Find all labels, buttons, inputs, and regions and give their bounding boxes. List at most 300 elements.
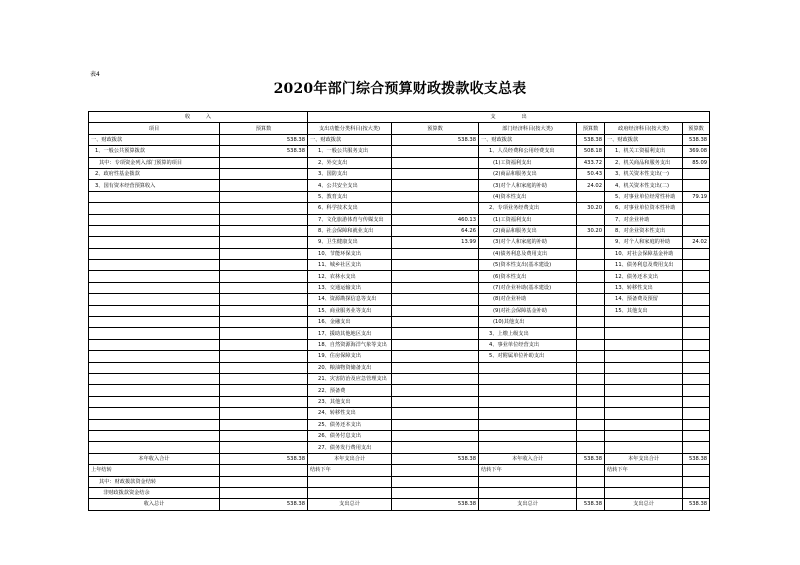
page-title: 2020年部门综合预算财政拨款收支总表 [273,81,527,97]
cell-e: 一、财政拨款 [479,134,577,145]
cell-a [89,260,220,271]
cell-d: 538.38 [392,499,479,510]
cell-c: 1、一般公共服务支出 [308,146,392,157]
cell-h [683,362,710,373]
table-row [89,237,710,248]
cell-b: 538.38 [220,134,308,145]
cell-a: 非财政拨款资金结余 [89,487,220,498]
cell-c [308,487,392,498]
cell-d [392,271,479,282]
cell-g: 15、其他支出 [605,305,683,316]
cell-h: 24.02 [683,237,710,248]
cell-c: 25、债务还本支出 [308,419,392,430]
table-row [89,328,710,339]
cell-g: 一、财政拨款 [605,134,683,145]
cell-e: (9)对社会保障基金补助 [479,305,577,316]
cell-f: 508.18 [577,146,605,157]
cell-f [577,339,605,350]
cell-b [220,294,308,305]
cell-d [392,339,479,350]
cell-g [605,328,683,339]
cell-c: 10、节能环保支出 [308,248,392,259]
header-row-group [89,112,710,123]
cell-e: (1)工资福利支出 [479,214,577,225]
cell-h [683,214,710,225]
cell-e: 5、对附属单位补助支出 [479,351,577,362]
cell-a [89,282,220,293]
cell-d [392,465,479,476]
cell-f [577,271,605,282]
col-budget3-header: 预算数 [577,123,605,134]
cell-c: 一、财政拨款 [308,134,392,145]
cell-b: 538.38 [220,453,308,464]
cell-e [479,476,577,487]
cell-b [220,191,308,202]
cell-d [392,351,479,362]
cell-c: 9、卫生健康支出 [308,237,392,248]
table-row [89,305,710,316]
cell-g [605,396,683,407]
cell-f [577,442,605,453]
col-econ-header: 部门经济科目(按大类) [479,123,577,134]
cell-c: 23、其他支出 [308,396,392,407]
table-row [89,203,710,214]
cell-g: 结转下年 [605,465,683,476]
col-item-header: 项目 [89,123,220,134]
cell-c: 8、社会保障和就业支出 [308,225,392,236]
cell-a [89,305,220,316]
cell-c: 7、文化旅游体育与传媒支出 [308,214,392,225]
cell-d [392,191,479,202]
cell-a [89,271,220,282]
table-row [89,339,710,350]
cell-g [605,419,683,430]
cell-a [89,362,220,373]
cell-g: 12、债务还本支出 [605,271,683,282]
col-budget4-header: 预算数 [683,123,710,134]
cell-e: 支出总计 [479,499,577,510]
cell-f [577,351,605,362]
cell-g: 1、机关工资福利支出 [605,146,683,157]
table-row [89,260,710,271]
cell-h [683,419,710,430]
cell-c: 22、预备费 [308,385,392,396]
cell-d [392,157,479,168]
cell-h [683,430,710,441]
cell-g [605,339,683,350]
cell-a [89,339,220,350]
cell-g: 13、转移性支出 [605,282,683,293]
cell-e: 2、专项业务经费支出 [479,203,577,214]
cell-h [683,294,710,305]
cell-a [89,225,220,236]
budget-summary-table [88,111,710,511]
cell-e [479,408,577,419]
cell-e: 1、人员经费和公用经费支出 [479,146,577,157]
table-number-label: 表4 [90,71,100,78]
table-row [89,453,710,464]
cell-h: 85.09 [683,157,710,168]
cell-h [683,317,710,328]
cell-g [605,476,683,487]
cell-d [392,385,479,396]
cell-f: 30.20 [577,225,605,236]
cell-a [89,385,220,396]
cell-f [577,305,605,316]
cell-c: 5、教育支出 [308,191,392,202]
cell-f [577,373,605,384]
cell-d [392,328,479,339]
cell-d [392,373,479,384]
cell-b: 538.38 [220,146,308,157]
cell-a: 2、政府性基金拨款 [89,168,220,179]
cell-g: 14、预备费及预留 [605,294,683,305]
cell-d: 13.99 [392,237,479,248]
cell-d [392,476,479,487]
header-row-columns [89,123,710,134]
cell-e: (3)对个人和家庭的补助 [479,237,577,248]
cell-f [577,385,605,396]
cell-b [220,180,308,191]
cell-f: 538.38 [577,499,605,510]
cell-d [392,248,479,259]
cell-f [577,282,605,293]
cell-g: 支出总计 [605,499,683,510]
col-budget-header: 预算数 [220,123,308,134]
cell-c: 19、住房保障支出 [308,351,392,362]
cell-g: 3、机关资本性支出(一) [605,168,683,179]
cell-b [220,225,308,236]
table-row [89,214,710,225]
cell-h [683,225,710,236]
table-row [89,157,710,168]
col-budget2-header: 预算数 [392,123,479,134]
cell-a [89,351,220,362]
cell-b [220,317,308,328]
cell-f: 538.38 [577,134,605,145]
cell-b [220,373,308,384]
cell-e: (2)商品和服务支出 [479,168,577,179]
col-func-header: 支出功能分类科目(按大类) [308,123,392,134]
cell-h: 538.38 [683,134,710,145]
table-row [89,282,710,293]
cell-f [577,487,605,498]
cell-e: (4)资本性支出 [479,191,577,202]
cell-d [392,168,479,179]
cell-g: 本年支出合计 [605,453,683,464]
cell-a: 其中：财政拨款资金结转 [89,476,220,487]
cell-c: 18、自然资源海洋气象等支出 [308,339,392,350]
cell-a: 3、国有资本经营预算收入 [89,180,220,191]
cell-b [220,260,308,271]
cell-b [220,442,308,453]
cell-a: 其中：专项资金列入部门预算的项目 [89,157,220,168]
cell-f [577,476,605,487]
income-header: 收 入 [89,112,308,123]
cell-b [220,351,308,362]
cell-f: 50.43 [577,168,605,179]
cell-h [683,442,710,453]
table-row [89,476,710,487]
cell-h [683,260,710,271]
cell-g: 11、债务利息及费用支出 [605,260,683,271]
cell-g [605,408,683,419]
cell-d [392,180,479,191]
cell-h [683,271,710,282]
table-row [89,248,710,259]
cell-e [479,419,577,430]
cell-f [577,419,605,430]
cell-c: 20、粮油物资储备支出 [308,362,392,373]
cell-c: 6、科学技术支出 [308,203,392,214]
cell-a: 上年结转 [89,465,220,476]
cell-d [392,396,479,407]
cell-h [683,203,710,214]
cell-b [220,396,308,407]
cell-a [89,191,220,202]
cell-b [220,168,308,179]
cell-c: 17、援助其他地区支出 [308,328,392,339]
cell-b [220,248,308,259]
table-row [89,465,710,476]
cell-c: 12、农林水支出 [308,271,392,282]
table-row [89,351,710,362]
cell-b [220,385,308,396]
cell-h: 369.08 [683,146,710,157]
cell-a [89,317,220,328]
cell-c: 26、债务付息支出 [308,430,392,441]
cell-f [577,430,605,441]
table-row [89,408,710,419]
cell-g: 4、机关资本性支出(二) [605,180,683,191]
cell-h [683,396,710,407]
cell-g: 10、对社会保障基金补助 [605,248,683,259]
cell-d: 538.38 [392,134,479,145]
cell-g [605,351,683,362]
cell-g: 9、对个人和家庭的补助 [605,237,683,248]
cell-c: 4、公共安全支出 [308,180,392,191]
cell-b [220,282,308,293]
cell-a: 一、财政拨款 [89,134,220,145]
table-row [89,168,710,179]
cell-c: 27、债务发行费用支出 [308,442,392,453]
table-row [89,487,710,498]
cell-g [605,385,683,396]
cell-b [220,408,308,419]
cell-g: 7、对企业补助 [605,214,683,225]
cell-e [479,362,577,373]
cell-b [220,339,308,350]
cell-d [392,282,479,293]
cell-e: 4、事业单位经营支出 [479,339,577,350]
cell-a: 本年收入合计 [89,453,220,464]
cell-h: 538.38 [683,499,710,510]
table-row [89,419,710,430]
cell-b [220,328,308,339]
cell-g [605,317,683,328]
cell-a [89,328,220,339]
cell-d [392,294,479,305]
cell-c: 本年支出合计 [308,453,392,464]
cell-b [220,419,308,430]
cell-d: 538.38 [392,453,479,464]
cell-a [89,396,220,407]
cell-e [479,385,577,396]
cell-e: (8)对企业补助 [479,294,577,305]
cell-h [683,465,710,476]
cell-d [392,487,479,498]
cell-h [683,180,710,191]
cell-d: 460.13 [392,214,479,225]
table-row [89,317,710,328]
table-row [89,362,710,373]
cell-e: 3、上缴上级支出 [479,328,577,339]
cell-h [683,373,710,384]
cell-c: 11、城乡社区支出 [308,260,392,271]
cell-g: 8、对企业资本性支出 [605,225,683,236]
cell-c: 3、国防支出 [308,168,392,179]
cell-d [392,317,479,328]
cell-b: 538.38 [220,499,308,510]
cell-d [392,146,479,157]
expense-header: 支 出 [308,112,710,123]
cell-h: 79.19 [683,191,710,202]
cell-e [479,442,577,453]
cell-d [392,430,479,441]
cell-b [220,487,308,498]
table-row [89,396,710,407]
cell-e: (7)对企业补助(基本建设) [479,282,577,293]
cell-a [89,237,220,248]
cell-h [683,476,710,487]
table-row [89,442,710,453]
cell-c: 13、交通运输支出 [308,282,392,293]
cell-h [683,339,710,350]
cell-f [577,328,605,339]
cell-e: (5)资本性支出(基本建设) [479,260,577,271]
cell-h [683,408,710,419]
cell-a [89,408,220,419]
cell-g [605,362,683,373]
cell-g [605,487,683,498]
table-row [89,191,710,202]
cell-e: 结转下年 [479,465,577,476]
cell-f: 538.38 [577,453,605,464]
cell-d [392,305,479,316]
cell-h [683,282,710,293]
cell-e: (3)对个人和家庭的补助 [479,180,577,191]
cell-f [577,465,605,476]
cell-c: 14、资源勘探信息等支出 [308,294,392,305]
cell-c: 结转下年 [308,465,392,476]
cell-b [220,305,308,316]
cell-a [89,294,220,305]
cell-f [577,248,605,259]
cell-d [392,419,479,430]
cell-g: 6、对事业单位资本性补助 [605,203,683,214]
cell-f [577,317,605,328]
cell-e: (2)商品和服务支出 [479,225,577,236]
cell-f [577,237,605,248]
cell-h [683,248,710,259]
cell-d [392,203,479,214]
cell-b [220,214,308,225]
table-row [89,294,710,305]
table-row [89,134,710,145]
cell-a [89,373,220,384]
cell-b [220,157,308,168]
cell-e [479,487,577,498]
cell-a [89,203,220,214]
cell-a: 1、一般公共预算拨款 [89,146,220,157]
cell-g: 2、机关商品和服务支出 [605,157,683,168]
cell-f: 30.20 [577,203,605,214]
table-row [89,385,710,396]
cell-g: 5、对事业单位经常性补助 [605,191,683,202]
cell-a [89,419,220,430]
cell-h: 538.38 [683,453,710,464]
cell-b [220,203,308,214]
cell-c: 16、金融支出 [308,317,392,328]
cell-d [392,260,479,271]
col-gov-header: 政府经济科目(按大类) [605,123,683,134]
cell-h [683,328,710,339]
cell-e [479,430,577,441]
cell-a [89,442,220,453]
cell-e: (6)资本性支出 [479,271,577,282]
cell-f [577,214,605,225]
cell-g [605,442,683,453]
cell-e: (10)其他支出 [479,317,577,328]
cell-a: 收入总计 [89,499,220,510]
cell-f [577,260,605,271]
cell-a [89,214,220,225]
cell-h [683,487,710,498]
cell-f [577,294,605,305]
cell-c [308,476,392,487]
cell-h [683,385,710,396]
cell-e: 本年收入合计 [479,453,577,464]
cell-f: 24.02 [577,180,605,191]
table-row [89,373,710,384]
cell-b [220,271,308,282]
cell-g [605,373,683,384]
cell-h [683,168,710,179]
table-row [89,225,710,236]
cell-e: (4)债务利息及费用支出 [479,248,577,259]
cell-c: 21、灾害防治及应急管理支出 [308,373,392,384]
table-row [89,146,710,157]
table-row [89,271,710,282]
cell-h [683,351,710,362]
cell-f [577,191,605,202]
cell-f [577,408,605,419]
cell-b [220,237,308,248]
cell-e: (1)工资福利支出 [479,157,577,168]
cell-f [577,396,605,407]
cell-a [89,430,220,441]
table-row [89,430,710,441]
cell-d [392,362,479,373]
cell-c: 2、外交支出 [308,157,392,168]
cell-e [479,373,577,384]
cell-c: 支出总计 [308,499,392,510]
cell-c: 24、转移性支出 [308,408,392,419]
cell-e [479,396,577,407]
cell-b [220,476,308,487]
cell-f: 433.72 [577,157,605,168]
table-row [89,180,710,191]
